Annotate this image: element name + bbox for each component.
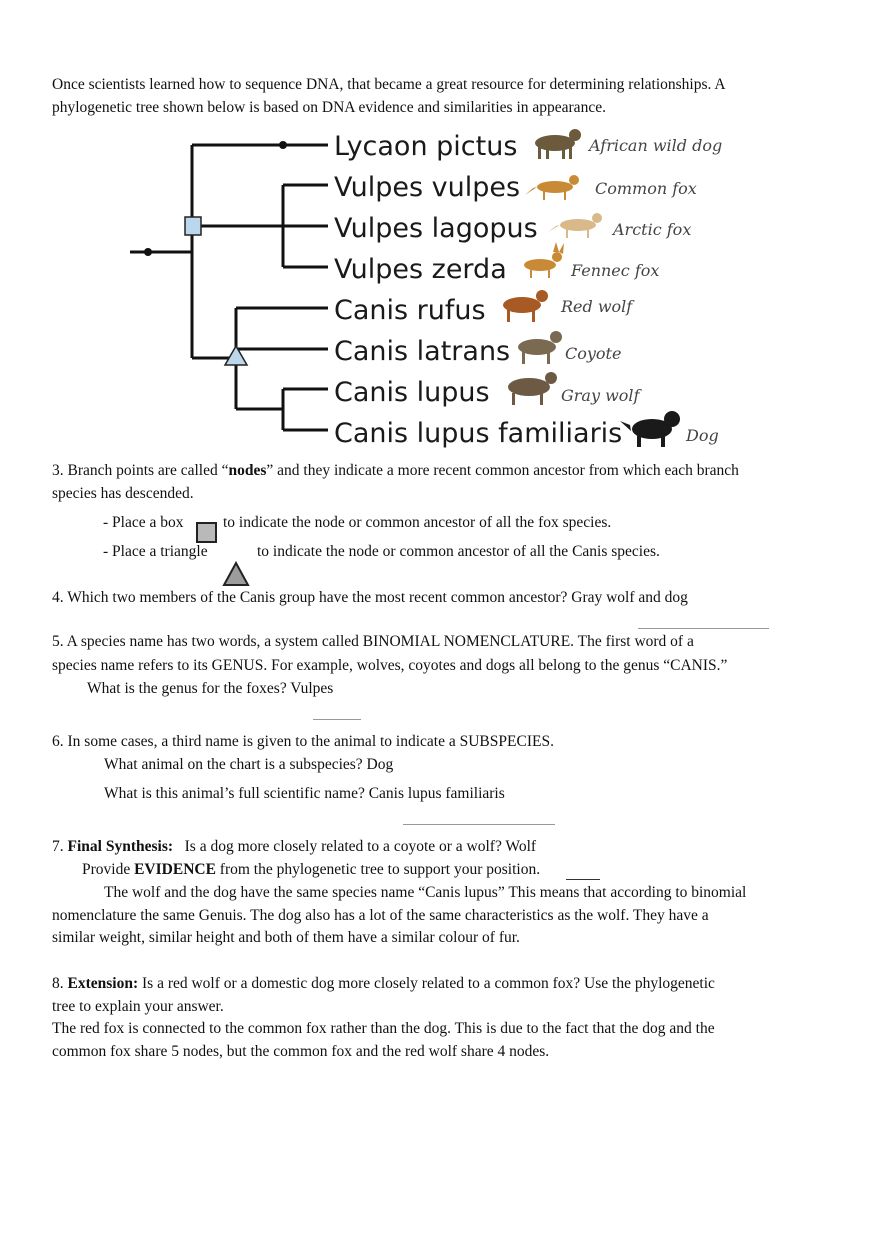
species-name: Canis rufus — [334, 295, 486, 326]
common-name: Fennec fox — [571, 261, 660, 280]
common-name: Arctic fox — [613, 220, 692, 239]
common-name: African wild dog — [589, 136, 723, 155]
q6-line-2: What animal on the chart is a subspecies? Dog — [104, 756, 394, 773]
q7-answer-1: The wolf and the dog have the same species name “Canis lupus” This means that according to binomial — [104, 884, 747, 901]
intro-line-2: phylogenetic tree shown below is based on DNA evidence and similarities in appearance. — [52, 99, 606, 116]
arctic-fox-icon — [548, 213, 602, 238]
answer-line — [566, 879, 600, 880]
fennec-fox-icon — [524, 242, 564, 278]
q7-provide: Provide — [82, 861, 131, 878]
q6-line-1: 6. In some cases, a third name is given to the animal to indicate a SUBSPECIES. — [52, 733, 554, 750]
species-name: Lycaon pictus — [334, 131, 518, 162]
root-dot — [144, 248, 152, 256]
answer-line — [403, 824, 555, 825]
q8-line-1 — [52, 974, 715, 994]
q7-provide-rest: from the phylogenetic tree to support your position. — [219, 861, 541, 878]
q5-line-3: What is the genus for the foxes? Vulpes — [87, 680, 334, 697]
species-name: Canis lupus familiaris — [334, 418, 623, 449]
q3-line-1 — [52, 461, 739, 481]
gray-triangle-icon — [222, 561, 250, 587]
common-name: Red wolf — [561, 297, 633, 316]
q8-question: Is a red wolf or a domestic dog more closely related to a common fox? Use the phylogenetic — [142, 975, 715, 992]
q3-line-2: species has descended. — [52, 485, 194, 502]
fox-node-box-marker — [185, 217, 201, 235]
gray-wolf-icon — [508, 372, 557, 405]
q5-line-2: species name refers to its GENUS. For example, wolves, coyotes and dogs all belong to the genus “CANIS.” — [52, 657, 728, 674]
red-wolf-icon — [503, 290, 548, 322]
canis-branches — [236, 308, 328, 349]
species-name: Canis latrans — [334, 336, 511, 367]
q3-text-a: Branch points are called “ — [67, 462, 229, 479]
q7-final-synthesis-bold: Final Synthesis: — [67, 838, 174, 855]
q8-line-2: tree to explain your answer. — [52, 998, 224, 1015]
q3-nodes-bold: nodes — [228, 462, 267, 479]
q4-question: 4. Which two members of the Canis group have the most recent common ancestor? Gray wolf and dog — [52, 589, 688, 606]
q7-answer-2: nomenclature the same Genuis. The dog also has a lot of the same characteristics as the wolf. They have a — [52, 907, 709, 924]
q8-number: 8. — [52, 975, 64, 992]
q7-evidence-bold: EVIDENCE — [134, 861, 216, 878]
phylogenetic-tree — [0, 125, 880, 455]
q8-answer-2: common fox share 5 nodes, but the common fox and the red wolf share 4 nodes. — [52, 1043, 550, 1060]
q3-bullet-triangle-b: to indicate the node or common ancestor of all the Canis species. — [257, 543, 660, 560]
common-fox-icon — [525, 175, 579, 200]
dog-icon — [620, 411, 680, 447]
q6-line-3: What is this animal’s full scientific name? Canis lupus familiaris — [104, 785, 505, 802]
african-wild-dog-icon — [535, 129, 581, 159]
q3-bullet-triangle-a: - Place a triangle — [103, 543, 208, 560]
answer-line — [313, 719, 361, 720]
q7-answer-3: similar weight, similar height and both of them have a similar colour of fur. — [52, 929, 520, 946]
common-name: Common fox — [595, 179, 697, 198]
species-name: Vulpes lagopus — [334, 213, 538, 244]
common-name: Gray wolf — [561, 386, 640, 405]
common-name: Dog — [686, 426, 719, 445]
species-name: Vulpes zerda — [334, 254, 507, 285]
intro-line-1: Once scientists learned how to sequence DNA, that became a great resource for determining relationships. A — [52, 76, 726, 93]
q3-bullet-box-b: to indicate the node or common ancestor of all the fox species. — [223, 514, 612, 531]
gray-square-icon — [196, 522, 217, 543]
q3-text-b: ” and they indicate a more recent common ancestor from which each branch — [266, 462, 739, 479]
fox-branches — [283, 185, 328, 267]
lycaon-dot — [279, 141, 287, 149]
q7-question: Is a dog more closely related to a coyote or a wolf? Wolf — [184, 838, 537, 855]
q7-line-1 — [52, 837, 536, 857]
species-name: Canis lupus — [334, 377, 490, 408]
q7-number: 7. — [52, 838, 64, 855]
q3-number: 3. — [52, 462, 64, 479]
lupus-branches — [283, 389, 328, 430]
q3-bullet-box-a: - Place a box — [103, 514, 184, 531]
q7-line-2 — [82, 860, 540, 880]
answer-line — [638, 628, 769, 629]
coyote-icon — [518, 331, 562, 364]
q8-extension-bold: Extension: — [67, 975, 139, 992]
q8-answer-1: The red fox is connected to the common fox rather than the dog. This is due to the fact that the dog and the — [52, 1020, 715, 1037]
q5-line-1: 5. A species name has two words, a system called BINOMIAL NOMENCLATURE. The first word of a — [52, 633, 694, 650]
species-name: Vulpes vulpes — [334, 172, 521, 203]
common-name: Coyote — [565, 344, 622, 363]
